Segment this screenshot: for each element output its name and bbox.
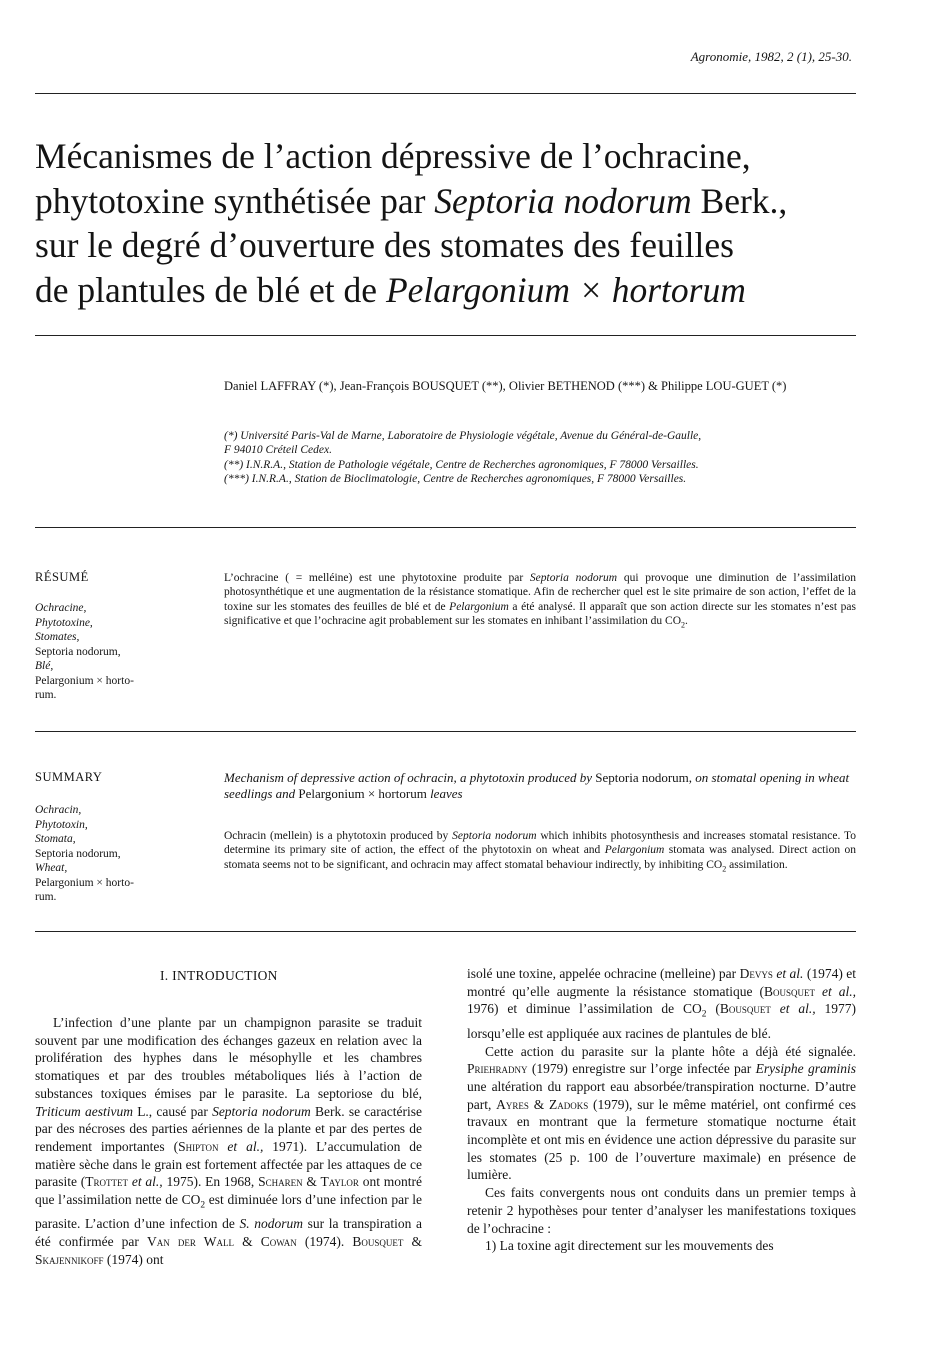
keyword: rum.	[35, 891, 57, 903]
summary-rule	[35, 931, 856, 932]
affiliation-line: F 94010 Créteil Cedex.	[224, 444, 332, 457]
title-line: phytotoxine synthétisée par Septoria nodorum Berk.,	[35, 180, 788, 221]
body-paragraph: L’infection d’une plante par un champignon parasite se traduit souvent par une modification des échanges gazeux en relation avec la prolifération des hyphes dans le mésophylle et les chambres stomatiques et par des troubles métaboliques liés à l’action de substances toxiques émises par le parasite. La septoriose du blé, Triticum aestivum L., causé par Septoria nodorum Berk. se caractérise par des nécroses des parties aériennes de la plante et par des pertes de rendement importantes (Shipton et al., 1971). L’accumulation de matière sèche dans le grain est fortement affectée par les attaques de ce parasite (Trottet et al., 1975). En 1968, Scharen & Taylor ont montré que l’assimilation nette de $CO_2$ est diminuée lors d’une infection par le parasite. L’action d’une infection de S. nodorum sur la transpiration a été confirmée par Van der Wall & Cowan (1974). Bousquet & Skajennikoff (1974) ont	[35, 1015, 423, 1267]
resume-text: L’ochracine ( = melléine) est une phytotoxine produite par Septoria nodorum qui provoque une diminution de l’assimilation photosynthétique et une augmentation de la résistance stomatique. Afin de rechercher quel est le site primaire de son action, l’effet de la toxine sur les stomates des feuilles de blé et de Pelargonium a été analysé. Il apparaît que son action directe sur les stomates n’est pas significative et que l’ochracine agit probablement sur les stomates en inhibant l’assimilation du $CO_2$.	[224, 572, 857, 630]
affiliations	[224, 429, 856, 486]
affiliation-line: (**) I.N.R.A., Station de Pathologie végétale, Centre de Recherches agronomiques, F 78000 Versailles.	[224, 458, 699, 471]
authors-rule	[35, 527, 856, 528]
keyword: Ochracine,	[35, 602, 87, 614]
body-column-right	[467, 965, 856, 1255]
resume-keywords	[35, 601, 175, 703]
keyword: Pelargonium × horto-	[35, 674, 134, 687]
title-line: Mécanismes de l’action dépressive de l’ochracine,	[35, 136, 751, 176]
author-list: Daniel LAFFRAY (*), Jean-François BOUSQUET (**), Olivier BETHENOD (***) & Philippe LOU-GUET (*)	[224, 379, 787, 393]
keyword: rum.	[35, 689, 57, 701]
keyword: Stomates,	[35, 631, 80, 643]
summary-text: Ochracin (mellein) is a phytotoxin produced by Septoria nodorum which inhibits photosynthesis and increases stomatal resistance. To determine its primary site of action, the effect of the phytotoxin on wheat and Pelargonium stomata was analysed. Direct action on stomata seems not to be significant, and ochracin may affect stomatal behaviour indirectly, by inhibiting $CO_2$ assimilation.	[224, 830, 856, 874]
body-paragraph: Cette action du parasite sur la plante hôte a déjà été signalée. Priehradny (1979) enregistre sur l’orge infectée par Erysiphe graminis une altération du rapport eau absorbée/transpiration nocturne. D’autre part, Ayres & Zadoks (1979), sur le même matériel, ont confirmé ces travaux en montrant que la fermeture stomatique nocturne était incomplète et ont mis en évidence une action dépressive du parasite sur les stomates (25 p. 100 de l’ouverture maximale) en présence de lumière.	[467, 1043, 857, 1183]
keyword: Pelargonium × horto-	[35, 876, 134, 889]
keyword: Wheat,	[35, 862, 68, 874]
body-paragraph: Ces faits convergents nous ont conduits dans un premier temps à retenir 2 hypothèses pour tenter d’analyser les manifestations toxiques de l’ochracine :	[467, 1185, 856, 1236]
journal-citation: Agronomie, 1982, 2 (1), 25-30.	[690, 49, 852, 64]
keyword: Phytotoxin,	[35, 818, 88, 831]
keyword: Stomata,	[35, 833, 76, 845]
article-title	[35, 134, 895, 312]
title-line: sur le degré d’ouverture des stomates des feuilles	[35, 225, 734, 265]
affiliation-line: (***) I.N.R.A., Station de Bioclimatologie, Centre de Recherches agronomiques, F 78000 Versailles.	[224, 472, 687, 485]
section-heading-introduction: I. INTRODUCTION	[160, 968, 278, 983]
header-rule	[35, 93, 856, 94]
resume-heading: RÉSUMÉ	[35, 570, 89, 584]
keyword: Septoria nodorum,	[35, 847, 121, 860]
title-rule	[35, 335, 856, 336]
keyword: Phytotoxine,	[35, 616, 93, 629]
summary-heading: SUMMARY	[35, 770, 103, 784]
title-line: de plantules de blé et de Pelargonium × hortorum	[35, 269, 746, 310]
body-column-left	[35, 1014, 422, 1269]
keyword: Septoria nodorum,	[35, 645, 121, 658]
summary-title: Mechanism of depressive action of ochracin, a phytotoxin produced by Septoria nodorum, on stomatal opening in wheat seedlings and Pelargonium × hortorum leaves	[224, 770, 850, 801]
summary-keywords	[35, 803, 175, 905]
keyword: Blé,	[35, 660, 54, 672]
body-paragraph: 1) La toxine agit directement sur les mouvements des	[485, 1238, 774, 1254]
body-paragraph: isolé une toxine, appelée ochracine (melleine) par Devys et al. (1974) et montré qu’elle augmente la résistance stomatique (Bousquet et al., 1976) et diminue l’assimilation de $CO_2$ (Bousquet et al., 1977) lorsqu’elle est appliquée aux racines de plantules de blé.	[467, 966, 857, 1041]
resume-rule	[35, 731, 856, 732]
affiliation-line: (*) Université Paris-Val de Marne, Laboratoire de Physiologie végétale, Avenue du Général-de-Gaulle,	[224, 430, 702, 442]
keyword: Ochracin,	[35, 804, 82, 816]
